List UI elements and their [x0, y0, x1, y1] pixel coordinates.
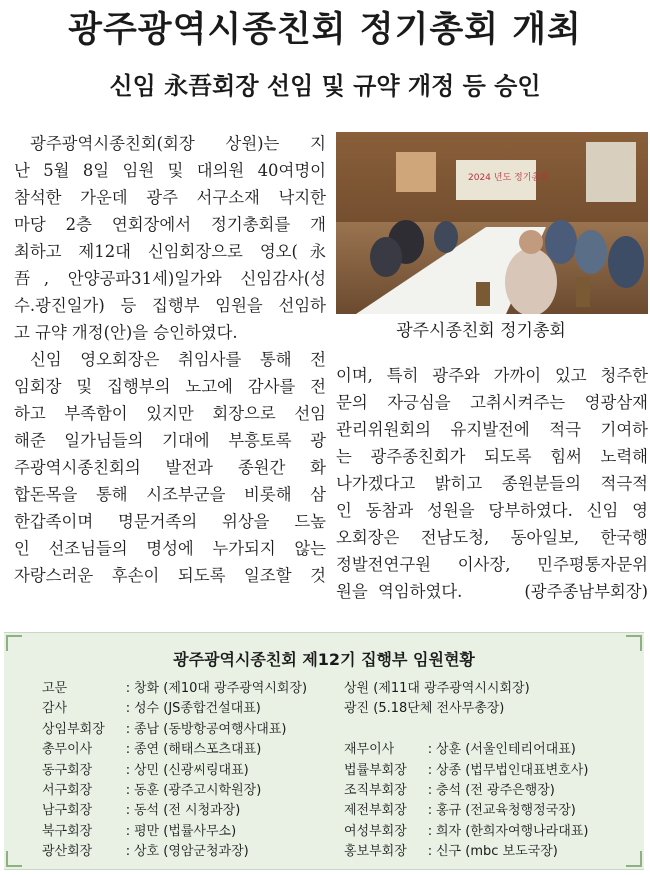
officer-name: 홍규 (전교육청행정국장) — [436, 803, 576, 819]
officer-name: 광진 (5.18단체 전사무총장) — [344, 701, 505, 717]
officer-name: 희자 (한희자여행나라대표) — [436, 823, 589, 839]
officer-role: 감사 — [42, 701, 68, 717]
officer-name: 평만 (법률사무소) — [134, 823, 237, 839]
officer-row: 동구회장 : 상민 (신광씨링대표) — [42, 761, 307, 781]
officer-role: 총무이사 — [42, 742, 93, 758]
officer-row: 여성부회장 : 희자 (한희자여행나라대표) — [344, 822, 588, 842]
officers-title: 광주광역시종친회 제12기 집행부 임원현황 — [173, 650, 475, 669]
article-line: 는 광주종친회가 되도록 힘써 노력해 — [336, 447, 648, 466]
photo-caption: 광주시종친회 정기총회 — [396, 321, 566, 341]
banner-text: 2024 년도 정기총회 — [468, 173, 549, 183]
officer-role: 남구회장 — [42, 803, 93, 819]
officers-box — [4, 632, 644, 870]
officer-row: 제전부회장 : 홍규 (전교육청행정국장) — [344, 801, 588, 821]
officer-row: 북구회장 : 평만 (법률사무소) — [42, 822, 307, 842]
officer-role: 제전부회장 — [344, 803, 407, 819]
officer-name: 종남 (동방항공여행사대표) — [134, 721, 287, 737]
box-corner-ornament — [6, 851, 22, 867]
article-line: 오회장은 전남도청, 동아일보, 한국행 — [336, 528, 648, 547]
officer-name: 상호 (영암군청과장) — [134, 844, 249, 860]
officer-name: 상원 (제11대 광주광역시시회장) — [344, 681, 530, 696]
article-line: 하고 부족함이 있지만 회장으로 선임 — [14, 404, 326, 423]
officer-row — [344, 699, 588, 719]
article-line: 마당 2층 연회장에서 정기총회를 개 — [14, 215, 326, 234]
article-line: 합돈목을 통해 시조부군을 비롯해 삼 — [14, 485, 326, 504]
officer-name: 상민 (신광씨링대표) — [134, 762, 249, 778]
officer-role: 광산회장 — [42, 844, 93, 860]
officer-name: 상종 (법무법인대표변호사) — [436, 762, 589, 778]
article-line: 신임 영오회장은 취임사를 통해 전 — [30, 350, 326, 369]
officer-row — [344, 679, 588, 699]
article-line: 해준 일가님들의 기대에 부흥토록 광 — [14, 431, 326, 450]
officer-row: 남구회장 : 동석 (전 시청과장) — [42, 801, 307, 821]
officer-role: 조직부회장 — [344, 782, 407, 798]
article-line-byline: 원을 역임하였다. (광주종남부회장) — [336, 582, 648, 601]
headline: 광주광역시종친회 정기총회 개최 — [68, 9, 582, 50]
subheadline: 신임 永吾회장 선임 및 규약 개정 등 승인 — [109, 72, 541, 100]
article-left-column — [14, 130, 326, 589]
article-line: 임회장 및 집행부의 노고에 감사를 전 — [14, 377, 326, 396]
officer-role: 여성부회장 — [344, 823, 407, 839]
officer-name: 동석 (전 시청과장) — [134, 803, 241, 819]
article-line: 吾, 안양공파31세)일가와 신임감사(성 — [14, 269, 326, 288]
officer-name: 충석 (전 광주은행장) — [436, 782, 555, 798]
officer-row: 총무이사 : 종연 (해태스포츠대표) — [42, 740, 307, 760]
article-line: 한갑족이며 명문거족의 위상을 드높 — [14, 512, 326, 531]
officer-name: 성수 (JS종합건설대표) — [134, 701, 261, 717]
officer-role: 재무이사 — [344, 742, 395, 758]
article-line: 인 동참과 성원을 당부하였다. 신임 영 — [336, 501, 648, 520]
article-line: 나가겠다고 밝히고 종원분들의 적극적 — [336, 474, 648, 493]
officer-row: 상임부회장 : 종남 (동방항공여행사대표) — [42, 720, 307, 740]
officer-name: 동훈 (광주고시학원장) — [134, 782, 262, 798]
officer-name: 종연 (해태스포츠대표) — [134, 742, 262, 758]
officer-role: 고문 — [42, 681, 68, 696]
officer-name: 창화 (제10대 광주광역시회장) — [134, 681, 308, 696]
officer-row: 조직부회장 : 충석 (전 광주은행장) — [344, 781, 588, 801]
article-line: 수.광진일가) 등 집행부 임원을 선임하 — [14, 296, 326, 315]
article-line: 이며, 특히 광주와 가까이 있고 청주한 — [336, 366, 648, 385]
officers-list-right — [344, 679, 588, 863]
article-line: 난 5월 8일 임원 및 대의원 40여명이 — [14, 161, 326, 180]
article-line: 관리위원회의 유지발전에 적극 기여하 — [336, 420, 648, 439]
article-right-column — [336, 362, 648, 605]
officer-role: 홍보부회장 — [344, 844, 407, 860]
article-line: 참석한 가운데 광주 서구소재 낙지한 — [14, 188, 326, 207]
officers-list-left — [42, 679, 307, 863]
officer-name: 상훈 (서울인테리어대표) — [436, 742, 576, 758]
officer-role: 법률부회장 — [344, 762, 407, 778]
officer-row: 서구회장 : 동훈 (광주고시학원장) — [42, 781, 307, 801]
officer-row: 감사 : 성수 (JS종합건설대표) — [42, 699, 307, 719]
officer-role: 북구회장 — [42, 823, 93, 839]
article-line: 자랑스러운 후손이 되도록 일조할 것 — [14, 566, 326, 585]
article-line: 문의 자긍심을 고취시켜주는 영광삼재 — [336, 393, 648, 412]
officer-row: 홍보부회장 : 신구 (mbc 보도국장) — [344, 842, 588, 862]
officer-row: 법률부회장 : 상종 (법무법인대표변호사) — [344, 761, 588, 781]
officer-row: 고문 : 창화 (제10대 광주광역시회장) — [42, 679, 307, 699]
officer-row: 광산회장 : 상호 (영암군청과장) — [42, 842, 307, 862]
officer-name: 신구 (mbc 보도국장) — [436, 844, 558, 860]
article-line: 주광역시종친회의 발전과 종원간 화 — [14, 458, 326, 477]
article-line: 광주광역시종친회(회장 상원)는 지 — [30, 134, 326, 153]
article-line: 정발전연구원 이사장, 민주평통자문위 — [336, 555, 648, 574]
officer-role: 동구회장 — [42, 762, 93, 778]
meeting-photo — [336, 132, 648, 314]
officer-row-spacer — [344, 720, 588, 740]
officer-role: 상임부회장 — [42, 721, 105, 737]
officer-role: 서구회장 — [42, 782, 93, 798]
article-line: 인 선조님들의 명성에 누가되지 않는 — [14, 539, 326, 558]
article-line: 고 규약 개정(안)을 승인하였다. — [14, 323, 238, 342]
box-corner-ornament — [626, 851, 642, 867]
article-line: 최하고 제12대 신임회장으로 영오(永 — [14, 242, 326, 261]
officer-row: 재무이사 : 상훈 (서울인테리어대표) — [344, 740, 588, 760]
